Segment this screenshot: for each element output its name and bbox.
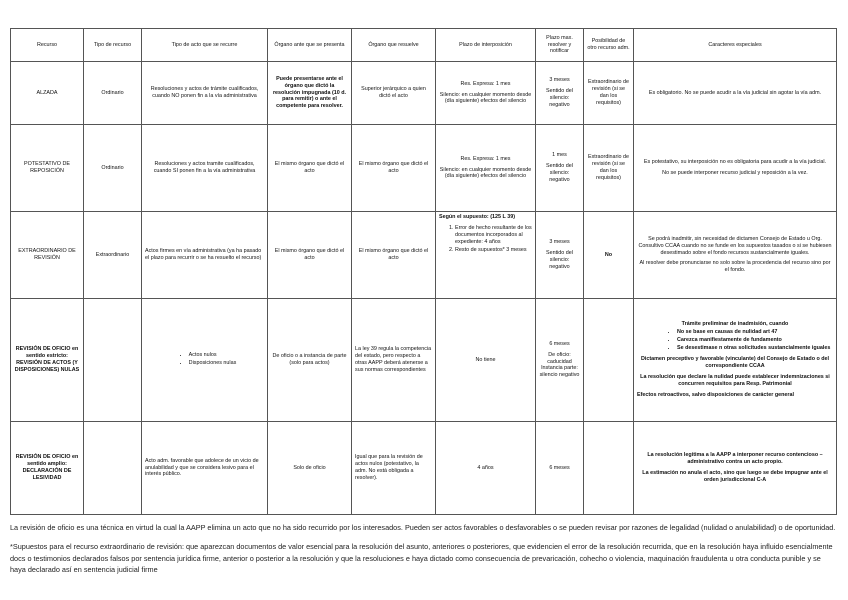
cell-resuelve: Superior jerárquico a quien dictó el acto (352, 62, 436, 125)
caract-list (661, 329, 833, 352)
cell-tipo: Ordinario (84, 125, 142, 212)
note-supuestos: *Supuestos para el recurso extraordinario de revisión: que aparezcan documentos de valor esencial para la resolución del asunto, anteriores o posteriores, que evidencien el error de la resolución recurrida, que en la resolución haya influido esencialmente docs o testimonios declarados falsos por sentencia jurídica firme, anterior o posterior a la resolución y que la resoluciones e haya dictado como consecuencia de prevaricación, cohecho o violencia, maquinación fraudulenta u otra conducta punible y se haya declarado así en sentencia judicial firme (10, 542, 833, 574)
resolver-silencio: De oficio: caducidad Instancia parte: silencio negativo (539, 351, 580, 379)
summary-table (10, 28, 837, 515)
cell-otro-recurso (584, 299, 634, 422)
cell-otro-recurso (584, 422, 634, 515)
list-item: • Disposiciones nulas (189, 360, 237, 367)
list-item: • No se base en causas de nulidad art 47 (677, 329, 833, 336)
cell-otro-recurso: No (584, 212, 634, 299)
header-ante: Órgano ante que se presenta (268, 29, 352, 62)
cell-acto: Acto adm. favorable que adolece de un vicio de anulabilidad y que se considera lesivo para el interés público. (142, 422, 268, 515)
cell-resuelve: La ley 39 regula la competencia del estado, pero respecto a otras AAPP deberá atenerse a sus normas correspondientes (352, 299, 436, 422)
caract-intro: Trámite preliminar de inadmisión, cuando (681, 321, 789, 328)
plazo-expresa: Res. Expresa: 1 mes (460, 155, 511, 162)
header-plazo: Plazo de interposición (436, 29, 536, 62)
cell-otro-recurso: Extraordinario de revisión (si se dan los requisitos) (584, 62, 634, 125)
list-item: 2. Resto de supuestos* 3 meses (455, 247, 532, 254)
list-item: • Actos nulos (189, 352, 237, 359)
cell-ante: El mismo órgano que dictó el acto (268, 125, 352, 212)
caract-legitima: La resolución legitima a la AAPP a interponer recurso contencioso – administrativo contra un acto propio. (647, 452, 823, 466)
cell-acto: Actos firmes en vía administrativa (ya ha pasado el plazo para recurrir o se ha resuelto el recurso) (142, 212, 268, 299)
cell-recurso: REVISIÓN DE OFICIO en sentido amplio: DECLARACIÓN DE LESIVIDAD (11, 422, 84, 515)
cell-caracteres (634, 125, 837, 212)
table-row (11, 125, 837, 212)
plazo-list (439, 225, 532, 254)
note-revision-oficio: La revisión de oficio es una técnica en virtud la cual la AAPP elimina un acto que no ha sido recurrido por los interesados. Pueden ser actos favorables o desfavorables o se pueden revisar por razones de legalidad (nulidad o anulabilidad) o de oportunidad. (10, 523, 836, 532)
cell-resuelve: Igual que para la revisión de actos nulos (potestativo, la adm. No está obligada a resolver). (352, 422, 436, 515)
header-resolver: Plazo max. resolver y notificar (536, 29, 584, 62)
cell-caracteres: Es obligatorio. No se puede acudir a la vía judicial sin agotar la vía adm. (634, 62, 837, 125)
caract-efectos: Efectos retroactivos, salvo disposiciones de carácter general (637, 391, 794, 398)
header-recurso: Recurso (11, 29, 84, 62)
acto-list (173, 352, 237, 368)
resolver-plazo: 3 meses (549, 239, 570, 246)
resolver-plazo: 6 meses (549, 340, 570, 347)
caract-inadmision: Se podrá inadmitir, sin necesidad de dictamen Consejo de Estado u Org. Consultivo CCAA cuando no se funde en los supuestos tasados o si se hubiesen desestimado sobre el fondo recursos sustancialmente iguales. (638, 235, 832, 256)
header-resuelve: Órgano que resuelve (352, 29, 436, 62)
cell-resolver (536, 125, 584, 212)
caract-potestativo: Es potestativo, su interposición no es obligatoria para acudir a la vía judicial. (643, 159, 827, 166)
cell-acto: Resoluciones y actos tramite cualificados, cuando SI ponen fin a la vía administrativa (142, 125, 268, 212)
cell-resolver (536, 299, 584, 422)
cell-plazo: No tiene (436, 299, 536, 422)
cell-acto: Resoluciones y actos de trámite cualificados, cuando NO ponen fin a la vía administrativa (142, 62, 268, 125)
cell-resuelve: El mismo órgano que dictó el acto (352, 212, 436, 299)
footnotes (10, 522, 836, 583)
cell-plazo (436, 62, 536, 125)
cell-otro-recurso: Extraordinario de revisión (si se dan los requisitos) (584, 125, 634, 212)
cell-resuelve: El mismo órgano que dictó el acto (352, 125, 436, 212)
resolver-silencio: Sentido del silencio: negativo (546, 250, 573, 270)
header-acto: Tipo de acto que se recurre (142, 29, 268, 62)
header-otro-recurso: Posibilidad de otro recurso adm. (584, 29, 634, 62)
table-row (11, 299, 837, 422)
cell-ante: Solo de oficio (268, 422, 352, 515)
table-row (11, 62, 837, 125)
caract-indemnizacion: La resolución que declare la nulidad puede establecer indemnizaciones si concurren requisitos para Resp. Patrimonial (640, 373, 830, 387)
cell-recurso: EXTRAORDINARIO DE REVISIÓN (11, 212, 84, 299)
table-row (11, 212, 837, 299)
cell-recurso: POTESTATIVO DE REPOSICIÓN (11, 125, 84, 212)
plazo-silencio: Silencio: en cualquier momento desde (día siguiente) efectos del silencio (439, 91, 532, 105)
plazo-silencio: Silencio: en cualquier momento desde (día siguiente) efectos del silencio (439, 166, 532, 180)
cell-resolver: 6 meses (536, 422, 584, 515)
cell-recurso: REVISIÓN DE OFICIO en sentido estricto: REVISIÓN DE ACTOS (Y DISPOSICIONES) NULAS (11, 299, 84, 422)
list-item: • Se desestimase n otras solicitudes sustancialmente iguales (677, 345, 833, 352)
resolver-silencio: Sentido del silencio: negativo (546, 163, 573, 183)
cell-ante: El mismo órgano que dictó el acto (268, 212, 352, 299)
cell-tipo (84, 422, 142, 515)
cell-resolver (536, 62, 584, 125)
header-tipo: Tipo de recurso (84, 29, 142, 62)
list-item: • Carezca manifiestamente de fundamento (677, 337, 833, 344)
cell-plazo: 4 años (436, 422, 536, 515)
cell-acto (142, 299, 268, 422)
cell-plazo (436, 125, 536, 212)
caract-no-simultaneo: No se puede interponer recurso judicial y reposición a la vez. (662, 170, 808, 176)
cell-plazo (436, 212, 536, 299)
cell-resolver (536, 212, 584, 299)
plazo-intro: Según el supuesto: (125 L 39) (439, 214, 515, 220)
resolver-plazo: 1 mes (552, 152, 567, 159)
table-row (11, 422, 837, 515)
cell-recurso: ALZADA (11, 62, 84, 125)
cell-tipo: Ordinario (84, 62, 142, 125)
header-caracteres: Caracteres especiales (634, 29, 837, 62)
cell-ante: De oficio o a instancia de parte (solo para actos) (268, 299, 352, 422)
resolver-silencio: Sentido del silencio: negativo (546, 88, 573, 108)
header-row (11, 29, 837, 62)
cell-caracteres (634, 212, 837, 299)
cell-tipo: Extraordinario (84, 212, 142, 299)
cell-caracteres (634, 422, 837, 515)
resolver-plazo: 3 meses (549, 77, 570, 84)
list-item: 1. Error de hecho resultante de los documentos incorporados al expediente: 4 años (455, 225, 532, 246)
caract-dictamen: Dictamen preceptivo y favorable (vinculante) del Consejo de Estado o del correspondiente CCAA (640, 356, 830, 369)
caract-fondo: Al resolver debe pronunciarse no solo sobre la procedencia del recurso sino por el fondo. (639, 260, 831, 274)
caract-estimacion: La estimación no anula el acto, sino que luego se debe impugnar ante el orden jurisdiccional C-A (642, 470, 828, 483)
cell-caracteres (634, 299, 837, 422)
cell-ante: Puede presentarse ante el órgano que dictó la resolución impugnada (10 d. para remitir) o ante el competente para resolver. (268, 62, 352, 125)
plazo-expresa: Res. Expresa: 1 mes (460, 80, 511, 87)
cell-tipo (84, 299, 142, 422)
